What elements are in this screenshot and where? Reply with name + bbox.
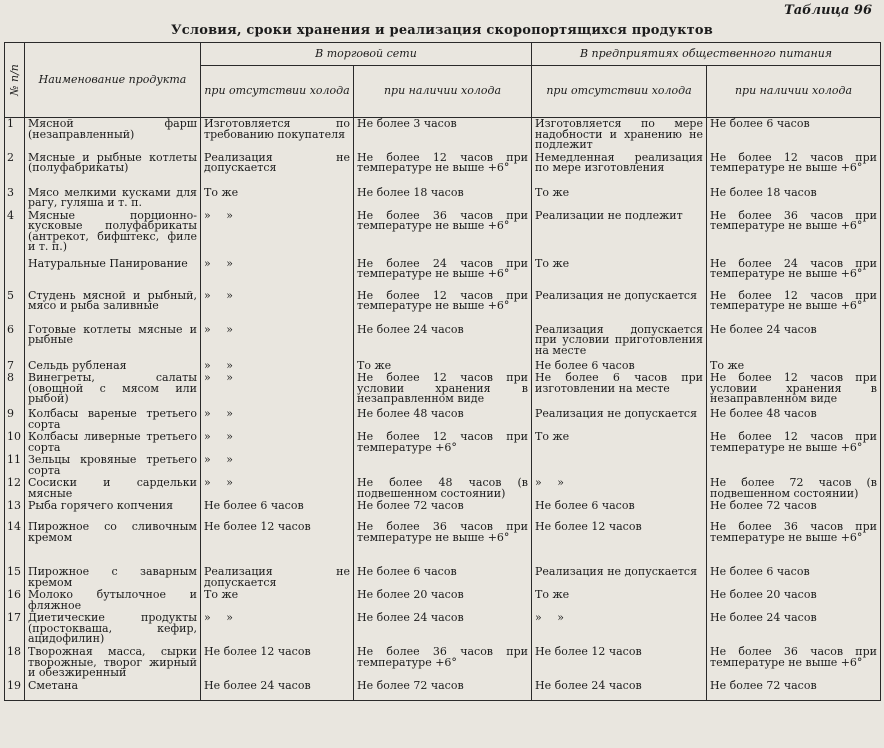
catering-with-cold: Не более 36 часов при температуре не выше +6° [707, 521, 881, 566]
table-row [5, 680, 881, 701]
table-row [5, 589, 881, 612]
row-number: 11 [5, 454, 25, 477]
trade-with-cold: Не более 36 часов при температуре не выше +6° [354, 521, 532, 566]
trade-no-cold: » » [201, 408, 354, 431]
product-name: Творожная масса, сырки творожные, творог жирный и обезжиренный [25, 646, 201, 680]
trade-with-cold: Не более 72 часов [354, 500, 532, 521]
trade-no-cold: Не более 12 часов [201, 521, 354, 566]
catering-with-cold: Не более 6 часов [707, 118, 881, 152]
row-number: 4 [5, 210, 25, 258]
catering-no-cold: Не более 6 часов при изготовлении на месте [532, 372, 707, 408]
trade-with-cold: Не более 48 часов (в подвешенном состоянии) [354, 477, 532, 500]
trade-no-cold: » » [201, 477, 354, 500]
product-name: Мясной фарш (незаправленный) [25, 118, 201, 152]
trade-with-cold: Не более 6 часов [354, 566, 532, 589]
trade-no-cold: Не более 24 часов [201, 680, 354, 701]
trade-no-cold: Не более 12 часов [201, 646, 354, 680]
trade-with-cold: Не более 12 часов при температуре не выше +6° [354, 290, 532, 324]
catering-with-cold: То же [707, 360, 881, 373]
row-number: 2 [5, 152, 25, 187]
catering-with-cold: Не более 20 часов [707, 589, 881, 612]
trade-with-cold: Не более 12 часов при температуре +6° [354, 431, 532, 454]
product-name: Студень мясной и рыбный, мясо и рыба заливные [25, 290, 201, 324]
row-number: 8 [5, 372, 25, 408]
row-number: 16 [5, 589, 25, 612]
catering-with-cold: Не более 72 часов (в подвешенном состоянии) [707, 477, 881, 500]
product-name: Сосиски и сардельки мясные [25, 477, 201, 500]
product-name: Сметана [25, 680, 201, 701]
product-name: Мясо мелкими кусками для рагу, гуляша и т. п. [25, 187, 201, 210]
trade-with-cold [354, 454, 532, 477]
table-row [5, 646, 881, 680]
product-name: Зельцы кровяные третьего сорта [25, 454, 201, 477]
trade-no-cold: » » [201, 612, 354, 646]
header-trade: В торговой сети [201, 43, 532, 66]
catering-no-cold: Реализация не допускается [532, 566, 707, 589]
row-number [5, 258, 25, 290]
table-row [5, 521, 881, 566]
trade-no-cold: » » [201, 210, 354, 258]
table-row [5, 431, 881, 454]
catering-with-cold: Не более 24 часов [707, 612, 881, 646]
row-number: 6 [5, 324, 25, 360]
table-row [5, 258, 881, 290]
catering-no-cold: Не более 12 часов [532, 521, 707, 566]
catering-no-cold: Не более 6 часов [532, 500, 707, 521]
product-name: Мясные и рыбные котлеты (полуфабрикаты) [25, 152, 201, 187]
table-row [5, 152, 881, 187]
trade-with-cold: Не более 12 часов при условии хранения в незаправленном виде [354, 372, 532, 408]
catering-no-cold: То же [532, 431, 707, 454]
row-number: 18 [5, 646, 25, 680]
table-row [5, 566, 881, 589]
header-catering-with-cold: при наличии холода [707, 66, 881, 118]
table-row [5, 477, 881, 500]
row-number: 3 [5, 187, 25, 210]
row-number: 10 [5, 431, 25, 454]
product-name: Диетические продукты (простокваша, кефир, ацидофилин) [25, 612, 201, 646]
header-trade-no-cold: при отсутствии холода [201, 66, 354, 118]
trade-no-cold: » » [201, 454, 354, 477]
row-number: 5 [5, 290, 25, 324]
catering-with-cold: Не более 72 часов [707, 500, 881, 521]
table-row [5, 290, 881, 324]
trade-with-cold: Не более 72 часов [354, 680, 532, 701]
trade-with-cold: Не более 24 часов [354, 324, 532, 360]
catering-with-cold: Не более 72 часов [707, 680, 881, 701]
catering-no-cold [532, 454, 707, 477]
catering-no-cold: То же [532, 187, 707, 210]
trade-with-cold: Не более 3 часов [354, 118, 532, 152]
catering-no-cold: То же [532, 589, 707, 612]
catering-no-cold: Реализация допускается при условии приготовления на месте [532, 324, 707, 360]
catering-no-cold: » » [532, 612, 707, 646]
trade-no-cold: » » [201, 431, 354, 454]
product-name: Пирожное с заварным кремом [25, 566, 201, 589]
table-row [5, 118, 881, 152]
catering-with-cold: Не более 12 часов при температуре не выше +6° [707, 152, 881, 187]
catering-no-cold: Реализация не допускается [532, 408, 707, 431]
header-trade-with-cold: при наличии холода [354, 66, 532, 118]
row-number: 7 [5, 360, 25, 373]
catering-no-cold: Не более 24 часов [532, 680, 707, 701]
table-row [5, 372, 881, 408]
product-name: Пирожное со сливочным кремом [25, 521, 201, 566]
product-name: Колбасы ливерные третьего сорта [25, 431, 201, 454]
catering-no-cold: Реализация не допускается [532, 290, 707, 324]
product-name: Колбасы вареные третьего сорта [25, 408, 201, 431]
row-number: 9 [5, 408, 25, 431]
catering-with-cold: Не более 36 часов при температуре не выше +6° [707, 210, 881, 258]
trade-with-cold: Не более 12 часов при температуре не выше +6° [354, 152, 532, 187]
table-row [5, 187, 881, 210]
trade-no-cold: Реализация не допускается [201, 566, 354, 589]
trade-no-cold: Реализация не допускается [201, 152, 354, 187]
catering-no-cold: Изготовляется по мере надобности и хранению не подлежит [532, 118, 707, 152]
product-name: Мясные порционно-кусковые полуфабрикаты (антрекот, бифштекс, филе и т. п.) [25, 210, 201, 258]
product-name: Рыба горячего копчения [25, 500, 201, 521]
catering-with-cold: Не более 48 часов [707, 408, 881, 431]
catering-with-cold: Не более 24 часов [707, 324, 881, 360]
trade-no-cold: Изготовляется по требованию покупателя [201, 118, 354, 152]
product-name: Готовые котлеты мясные и рыбные [25, 324, 201, 360]
table-row [5, 500, 881, 521]
product-name: Молоко бутылочное и фляжное [25, 589, 201, 612]
row-number: 13 [5, 500, 25, 521]
product-name: Сельдь рубленая [25, 360, 201, 373]
table-number: Таблица 96 [784, 3, 872, 18]
catering-with-cold: Не более 36 часов при температуре не выше +6° [707, 646, 881, 680]
header-name: Наименование продукта [25, 43, 201, 118]
trade-no-cold: То же [201, 187, 354, 210]
trade-no-cold: Не более 6 часов [201, 500, 354, 521]
storage-table [4, 42, 881, 701]
trade-with-cold: Не более 36 часов при температуре не выше +6° [354, 210, 532, 258]
trade-with-cold: Не более 24 часов [354, 612, 532, 646]
catering-no-cold: » » [532, 477, 707, 500]
catering-with-cold: Не более 18 часов [707, 187, 881, 210]
row-number: 19 [5, 680, 25, 701]
trade-no-cold: То же [201, 589, 354, 612]
catering-with-cold: Не более 6 часов [707, 566, 881, 589]
catering-no-cold: Немедленная реализация по мере изготовления [532, 152, 707, 187]
table-body [5, 118, 881, 701]
catering-no-cold: Не более 12 часов [532, 646, 707, 680]
header-num: № п/п [5, 43, 25, 118]
catering-with-cold [707, 454, 881, 477]
trade-with-cold: Не более 36 часов при температуре +6° [354, 646, 532, 680]
table-row [5, 324, 881, 360]
table-row [5, 612, 881, 646]
catering-with-cold: Не более 12 часов при температуре не выше +6° [707, 431, 881, 454]
catering-no-cold: Не более 6 часов [532, 360, 707, 373]
table-row [5, 454, 881, 477]
trade-no-cold: » » [201, 372, 354, 408]
row-number: 17 [5, 612, 25, 646]
trade-no-cold: » » [201, 258, 354, 290]
catering-no-cold: То же [532, 258, 707, 290]
trade-with-cold: Не более 20 часов [354, 589, 532, 612]
trade-no-cold: » » [201, 290, 354, 324]
catering-with-cold: Не более 24 часов при температуре не выше +6° [707, 258, 881, 290]
product-name: Винегреты, салаты (овощной с мясом или рыбой) [25, 372, 201, 408]
row-number: 15 [5, 566, 25, 589]
catering-no-cold: Реализации не подлежит [532, 210, 707, 258]
catering-with-cold: Не более 12 часов при температуре не выше +6° [707, 290, 881, 324]
trade-with-cold: Не более 24 часов при температуре не выше +6° [354, 258, 532, 290]
product-name: Натуральные Панирование [25, 258, 201, 290]
row-number: 14 [5, 521, 25, 566]
row-number: 1 [5, 118, 25, 152]
trade-with-cold: Не более 48 часов [354, 408, 532, 431]
page-title: Условия, сроки хранения и реализация скоропортящихся продуктов [170, 23, 714, 38]
table-row [5, 408, 881, 431]
row-number: 12 [5, 477, 25, 500]
trade-with-cold: То же [354, 360, 532, 373]
trade-no-cold: » » [201, 324, 354, 360]
header-catering-no-cold: при отсутствии холода [532, 66, 707, 118]
catering-with-cold: Не более 12 часов при условии хранения в незаправленном виде [707, 372, 881, 408]
trade-with-cold: Не более 18 часов [354, 187, 532, 210]
trade-no-cold: » » [201, 360, 354, 373]
header-catering: В предприятиях общественного питания [532, 43, 881, 66]
table-row [5, 210, 881, 258]
